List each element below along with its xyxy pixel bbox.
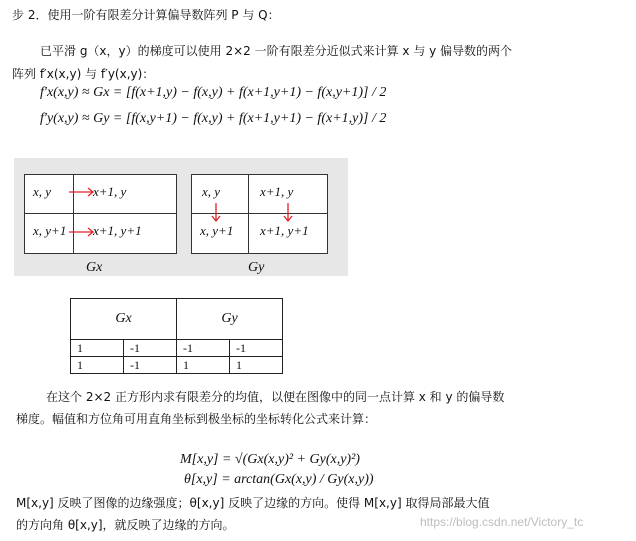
kernel-header-gy: Gy xyxy=(177,299,283,340)
gy-cell-x1y1: x+1, y+1 xyxy=(260,223,309,238)
kernel-cell: -1 xyxy=(230,340,283,357)
gy-arrows xyxy=(192,175,327,253)
gx-arrows xyxy=(25,175,176,253)
arrow-down-icon xyxy=(284,203,292,221)
kernel-cell: 1 xyxy=(177,357,230,374)
arrow-right-icon xyxy=(69,228,93,236)
arrow-down-icon xyxy=(212,203,220,221)
kernel-cell: 1 xyxy=(71,357,124,374)
section-heading: 步 2．使用一阶有限差分计算偏导数阵列 P 与 Q： xyxy=(12,8,280,22)
table-row xyxy=(71,340,283,357)
kernel-cell: -1 xyxy=(124,357,177,374)
intro-line-1: 已平滑 g（x，y）的梯度可以使用 2×2 一阶有限差分近似式来计算 x 与 y 偏导数的两个 xyxy=(40,44,513,58)
gx-cell-xy1: x, y+1 xyxy=(33,223,67,238)
gy-cell-xy1: x, y+1 xyxy=(200,223,234,238)
arrow-right-icon xyxy=(69,188,93,196)
kernel-cell: -1 xyxy=(177,340,230,357)
kernel-cell: -1 xyxy=(124,340,177,357)
para2-line-2: 梯度。幅值和方位角可用直角坐标到极坐标的坐标转化公式来计算： xyxy=(16,412,377,426)
formula-magnitude: M[x,y] = √(Gx(x,y)² + Gy(x,y)²) xyxy=(180,452,360,467)
gy-cell-x1y: x+1, y xyxy=(260,184,294,199)
conclusion-line-2: 的方向角 θ[x,y]，就反映了边缘的方向。 xyxy=(16,518,235,532)
formula-angle: θ[x,y] = arctan(Gx(x,y) / Gy(x,y)) xyxy=(184,472,374,487)
watermark: https://blog.csdn.net/Victory_tc xyxy=(420,515,584,529)
conclusion-line-1: M[x,y] 反映了图像的边缘强度；θ[x,y] 反映了边缘的方向。使得 M[x,y] 取得局部最大值 xyxy=(16,496,490,510)
gx-caption: Gx xyxy=(86,260,103,275)
kernel-header-gx: Gx xyxy=(71,299,177,340)
para2-line-1: 在这个 2×2 正方形内求有限差分的均值，以便在图像中的同一点计算 x 和 y 的偏导数 xyxy=(46,390,505,404)
gx-grid xyxy=(24,174,177,254)
gx-cell-x1y: x+1, y xyxy=(93,184,127,199)
formula-gy: f′y(x,y) ≈ Gy = [f(x,y+1) − f(x,y) + f(x+1,y+1) − f(x+1,y)] / 2 xyxy=(40,111,387,126)
diagram-panel xyxy=(14,158,348,276)
kernel-table xyxy=(70,298,283,374)
gy-cell-xy: x, y xyxy=(202,184,221,199)
gx-cell-xy: x, y xyxy=(33,184,52,199)
formula-gx: f′x(x,y) ≈ Gx = [f(x+1,y) − f(x,y) + f(x+1,y+1) − f(x,y+1)] / 2 xyxy=(40,85,387,100)
gy-caption: Gy xyxy=(248,260,265,275)
table-row xyxy=(71,357,283,374)
gx-cell-x1y1: x+1, y+1 xyxy=(93,223,142,238)
gy-grid xyxy=(191,174,328,254)
intro-line-2: 阵列 f′x(x,y) 与 f′y(x,y)： xyxy=(12,67,155,81)
kernel-cell: 1 xyxy=(230,357,283,374)
kernel-cell: 1 xyxy=(71,340,124,357)
